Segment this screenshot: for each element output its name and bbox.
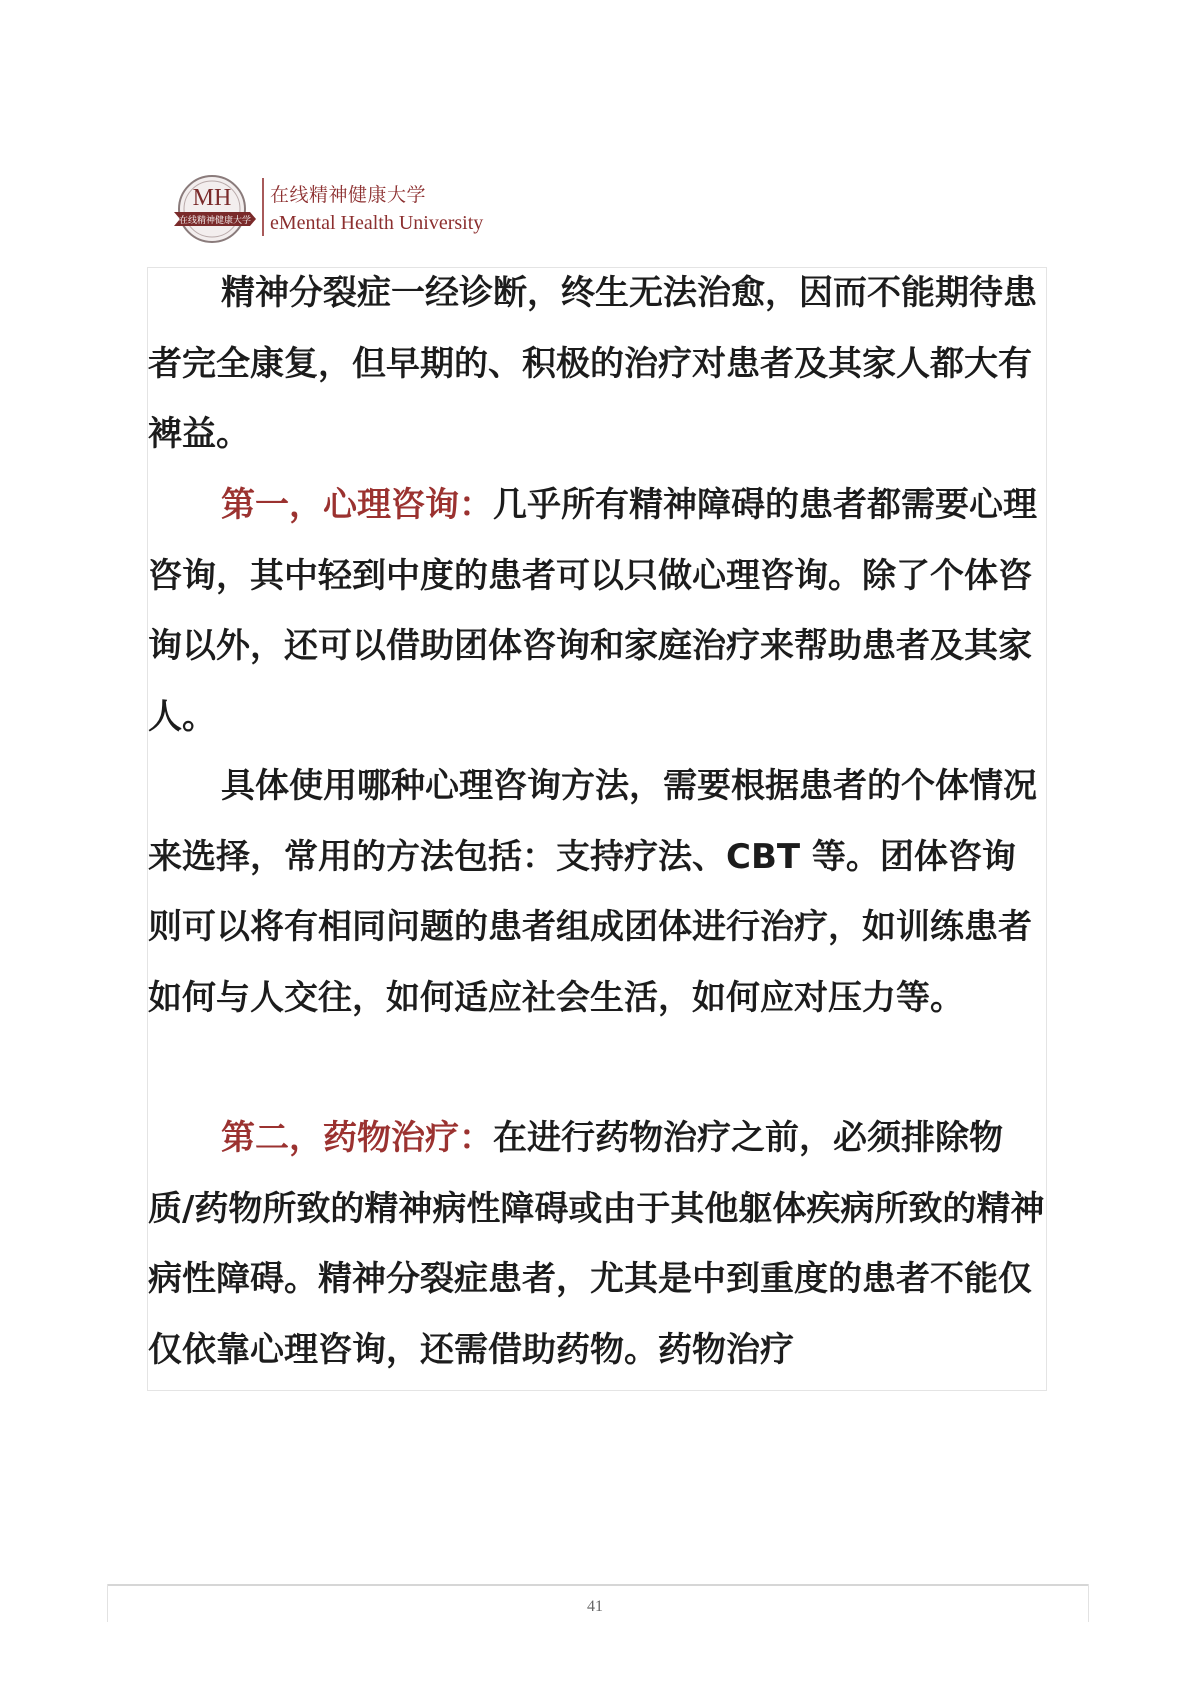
paragraph-intro: 精神分裂症一经诊断，终生无法治愈，因而不能期待患者完全康复，但早期的、积极的治疗对患者及其家人都大有裨益。 xyxy=(148,273,1037,454)
paragraph-medication-text: 在进行药物治疗之前，必须排除物质/药物所致的精神病性障碍或由于其他躯体疾病所致的精神病性障碍。精神分裂症患者，尤其是中到重度的患者不能仅仅依靠心理咨询，还需借助药物。药物治疗 xyxy=(148,1118,1045,1370)
footer-rule xyxy=(107,1584,1089,1586)
section-heading-medication: 第二，药物治疗： xyxy=(221,1118,493,1158)
university-logo xyxy=(170,172,500,246)
paragraph-medication xyxy=(148,1103,1048,1385)
logo-divider xyxy=(262,178,264,236)
paragraph-counseling-text: 几乎所有精神障碍的患者都需要心理咨询，其中轻到中度的患者可以只做心理咨询。除了个体咨询以外，还可以借助团体咨询和家庭治疗来帮助患者及其家人。 xyxy=(148,485,1037,737)
logo-seal-icon xyxy=(170,172,262,246)
logo-chinese-name: 在线精神健康大学 xyxy=(270,184,427,206)
logo-seal-text: 在线精神健康大学 xyxy=(178,216,252,226)
logo-english-name: eMental Health University xyxy=(270,212,484,234)
paragraph-counseling xyxy=(148,470,1048,752)
section-heading-counseling: 第一，心理咨询： xyxy=(221,485,493,525)
logo-mark: MH xyxy=(192,185,232,211)
paragraph-counseling-methods: 具体使用哪种心理咨询方法，需要根据患者的个体情况来选择，常用的方法包括：支持疗法、CBT 等。团体咨询则可以将有相同问题的患者组成团体进行治疗，如训练患者如何与人交往，如何适应社会生活，如何应对压力等。 xyxy=(148,766,1037,1018)
page-number: 41 xyxy=(587,1598,603,1615)
